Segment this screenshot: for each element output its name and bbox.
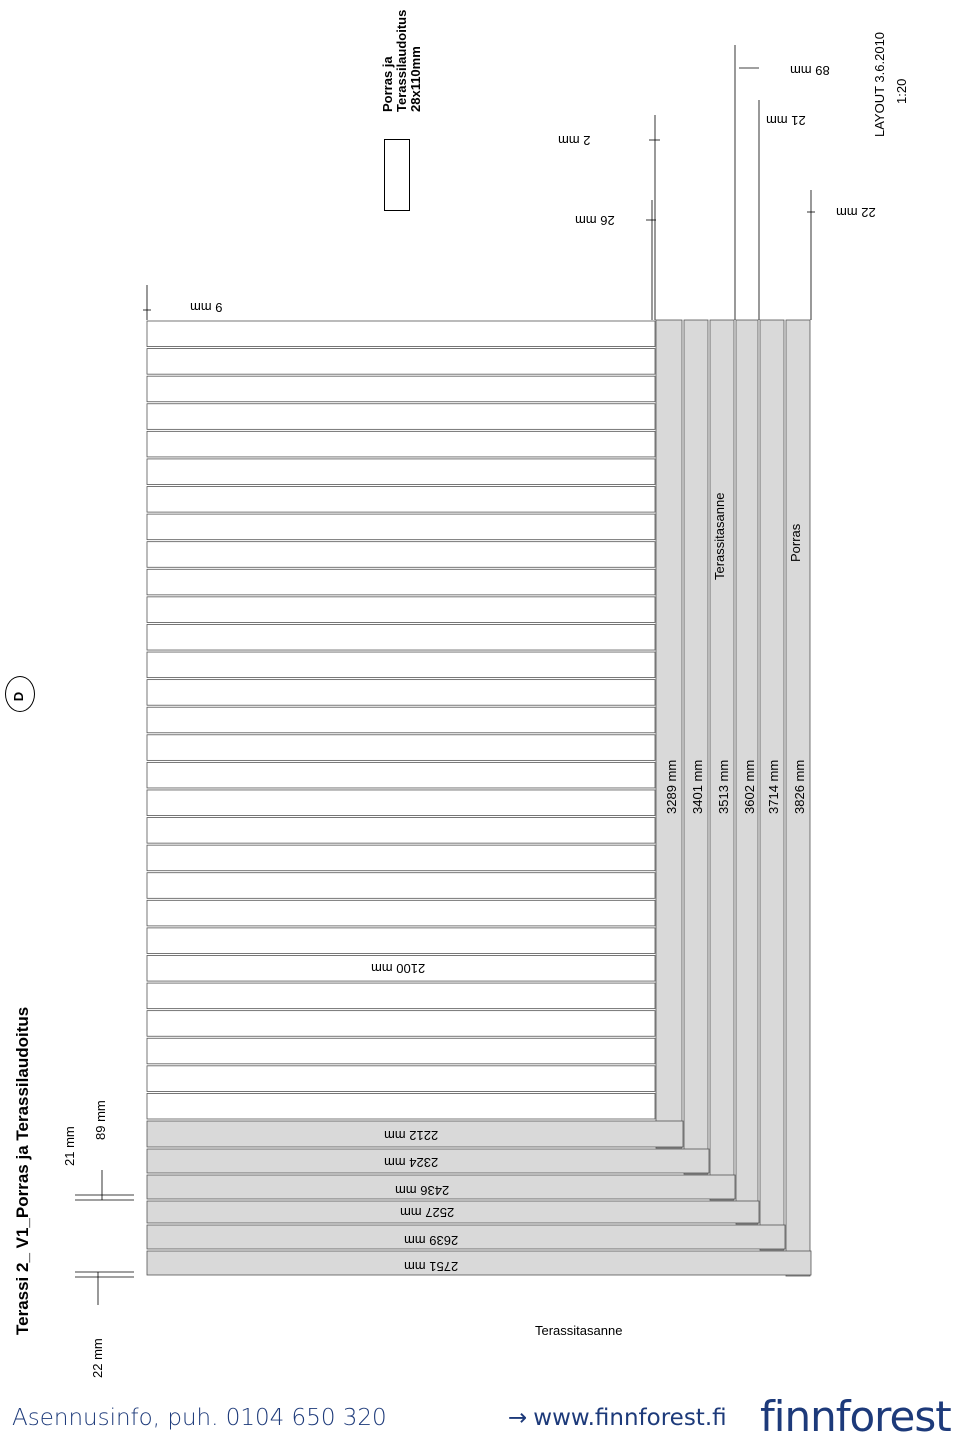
deck-board	[147, 1038, 655, 1064]
deck-board	[147, 459, 655, 485]
dim-21mm: 21 mm	[766, 113, 806, 128]
scale: 1:20	[894, 78, 909, 104]
install-info-phone: Asennusinfo, puh. 0104 650 320	[12, 1405, 387, 1431]
deck-board	[147, 680, 655, 706]
deck-board	[147, 1066, 655, 1092]
deck-board	[147, 707, 655, 733]
website-link[interactable]	[508, 1405, 727, 1431]
deck-board	[147, 597, 655, 623]
step-length-1: 2212 mm	[384, 1128, 439, 1143]
step-height-1: 3289 mm	[664, 759, 679, 814]
deck-board	[147, 790, 655, 816]
deck-board	[147, 983, 655, 1009]
deck-width: 2100 mm	[371, 961, 426, 976]
dim-9mm: 9 mm	[190, 300, 223, 315]
dim-89mm: 89 mm	[790, 63, 830, 78]
dim-26mm: 26 mm	[575, 213, 615, 228]
left-dim-22: 22 mm	[90, 1338, 105, 1378]
step-length-4: 2527 mm	[400, 1205, 455, 1220]
deck-board	[147, 928, 655, 954]
deck-board	[147, 431, 655, 457]
website-url: www.finnforest.fi	[533, 1405, 727, 1431]
drawing-title: Terassi 2_ V1_Porras ja Terassilaudoitus	[13, 1006, 32, 1335]
step-board-horizontal	[147, 1251, 811, 1275]
deck-board	[147, 735, 655, 761]
deck-board	[147, 818, 655, 844]
sheet-badge-letter: D	[11, 691, 27, 702]
deck-board	[147, 376, 655, 402]
terassitasanne-bottom-label: Terassitasanne	[535, 1323, 623, 1338]
deck-board	[147, 624, 655, 650]
deck-board	[147, 404, 655, 430]
step-length-6: 2751 mm	[404, 1259, 459, 1274]
legend-title-2: Terassilaudoitus	[394, 9, 409, 112]
deck-board	[147, 1011, 655, 1037]
porras-label: Porras	[788, 523, 803, 562]
layout-date: LAYOUT 3.6.2010	[872, 31, 887, 137]
deck-board	[147, 652, 655, 678]
deck-board	[147, 873, 655, 899]
legend-title-1: Porras ja	[380, 56, 395, 112]
left-dim-89: 89 mm	[93, 1100, 108, 1140]
step-length-5: 2639 mm	[404, 1233, 459, 1248]
deck-board	[147, 845, 655, 871]
step-height-4: 3602 mm	[742, 759, 757, 814]
step-height-2: 3401 mm	[690, 759, 705, 814]
deck-board	[147, 1093, 655, 1119]
deck-board	[147, 349, 655, 375]
deck-board	[147, 542, 655, 568]
step-height-6: 3826 mm	[792, 759, 807, 814]
step-height-3: 3513 mm	[716, 759, 731, 814]
deck-board	[147, 487, 655, 513]
deck-board	[147, 321, 655, 347]
deck-board	[147, 762, 655, 788]
legend-swatch	[384, 139, 410, 211]
terassitasanne-vertical-label: Terassitasanne	[712, 492, 727, 580]
step-board-vertical	[684, 320, 708, 1174]
deck-board	[147, 569, 655, 595]
left-dim-21: 21 mm	[62, 1126, 77, 1166]
step-length-3: 2436 mm	[395, 1183, 450, 1198]
step-board-horizontal	[147, 1225, 785, 1249]
dim-2mm: 2 mm	[558, 133, 591, 148]
legend-title-3: 28x110mm	[408, 46, 423, 112]
step-height-5: 3714 mm	[766, 759, 781, 814]
arrow-icon: →	[508, 1405, 528, 1431]
deck-board	[147, 900, 655, 926]
deck-board	[147, 514, 655, 540]
sheet-badge	[5, 676, 35, 712]
step-length-2: 2324 mm	[384, 1155, 439, 1170]
dim-22mm: 22 mm	[836, 205, 876, 220]
finnforest-logo: finnforest	[760, 1392, 951, 1441]
deck-boards	[147, 321, 655, 1119]
step-board-vertical	[656, 320, 682, 1148]
